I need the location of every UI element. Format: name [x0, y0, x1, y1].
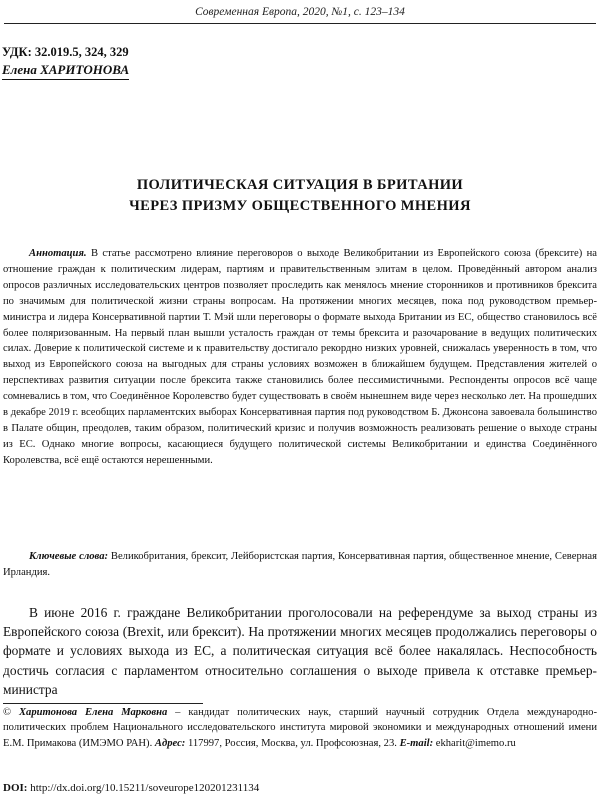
footnote-rule [3, 703, 203, 704]
body-text [3, 603, 597, 699]
email-label: E-mail: [399, 737, 434, 749]
copyright-mark: © [3, 707, 12, 718]
title-line-1: ПОЛИТИЧЕСКАЯ СИТУАЦИЯ В БРИТАНИИ [136, 177, 464, 193]
abstract-text: В статье рассмотрено влияние переговоров о выходе Великобритании из Европейского союза (брексите) на отношение граждан к политическим лидерам, партиям и правительственным элитам в целом. Проведённый автором анализ опросов различных исследовательских центров позволяет проследить как менялось мнение сторонников и противников брексита по значимым для политической жизни страны вопросам. На протяжении многих месяцев, пока под руководством премьер-министра и лидера Консервативной партии Т. Мэй шли переговоры о формате выхода Британии из ЕС, общество становилось всё более поляризованным. На первый план вышли усталость граждан от темы брексита и разочарование в ведущих политических силах. Доверие к политической системе и к правительству достигало рекордно низких уровней, снижалась уверенность в том, что выход из Европейского союза на выгодных для страны условиях возможен в ближайшем будущем. Представления жителей о перспективах развития ситуации после брексита также становились более пессимистичными. Респонденты опросов всё чаще сомневались в том, что Соединённое Королевство будет существовать в своём нынешнем виде через несколько лет. На прошедших в декабре 2019 г. всеобщих парламентских выборах Консервативная партия под руководством Б. Джонсона завоевала большинство в Палате общин, преодолев, таким образом, политический кризис и получив возможность реализовать решение о выходе страны из ЕС. Однако многие вопросы, касающиеся будущего политической системы Великобритании и единства Соединённого Королевства, всё ещё остаются нерешенными. [3, 248, 597, 466]
author-name: Елена ХАРИТОНОВА [2, 62, 129, 80]
footnote-author: Харитонова Елена Марковна [18, 707, 168, 718]
udk-code: УДК: 32.019.5, 324, 329 [2, 45, 129, 59]
article-title [0, 175, 600, 217]
abstract-label: Аннотация. [29, 248, 87, 259]
keywords-label: Ключевые слова: [29, 551, 109, 562]
address-label: Адрес: [154, 737, 186, 749]
email-link[interactable]: ekharit@imemo.ru [433, 737, 516, 749]
running-head: Современная Европа, 2020, №1, с. 123–134 [195, 6, 405, 18]
doi-label: DOI: [3, 782, 28, 794]
abstract [3, 246, 597, 469]
doi-link[interactable]: http://dx.doi.org/10.15211/soveurope120201231134 [30, 782, 260, 794]
footnote-affiliation: – кандидат политических наук, старший научный сотрудник Отдела международно-политических проблем Национального исследовательского института мировой экономики и международных отношений имени Е.М. Примакова (ИМЭМО РАН). [3, 707, 597, 749]
title-line-2: ЧЕРЕЗ ПРИЗМУ ОБЩЕСТВЕННОГО МНЕНИЯ [129, 198, 471, 214]
address-text: 117997, Россия, Москва, ул. Профсоюзная, 23. [185, 737, 400, 749]
author-footnote [3, 705, 597, 751]
keywords [3, 549, 597, 581]
keywords-text: Великобритания, брексит, Лейбористская партия, Консервативная партия, общественное мнение, Северная Ирландия. [3, 551, 597, 578]
header-rule [4, 23, 596, 24]
doi-line [3, 782, 259, 794]
body-paragraph: В июне 2016 г. граждане Великобритании проголосовали на референдуме за выход страны из Европейского союза (Brexit, или брексит). На протяжении многих месяцев продолжались переговоры о формате и условиях выхода из ЕС, а политическая ситуация всё более накалялась. Неспособность достичь согласия с парламентом относительно соглашения о выходе привела к отставке премьер-министра [3, 605, 597, 697]
